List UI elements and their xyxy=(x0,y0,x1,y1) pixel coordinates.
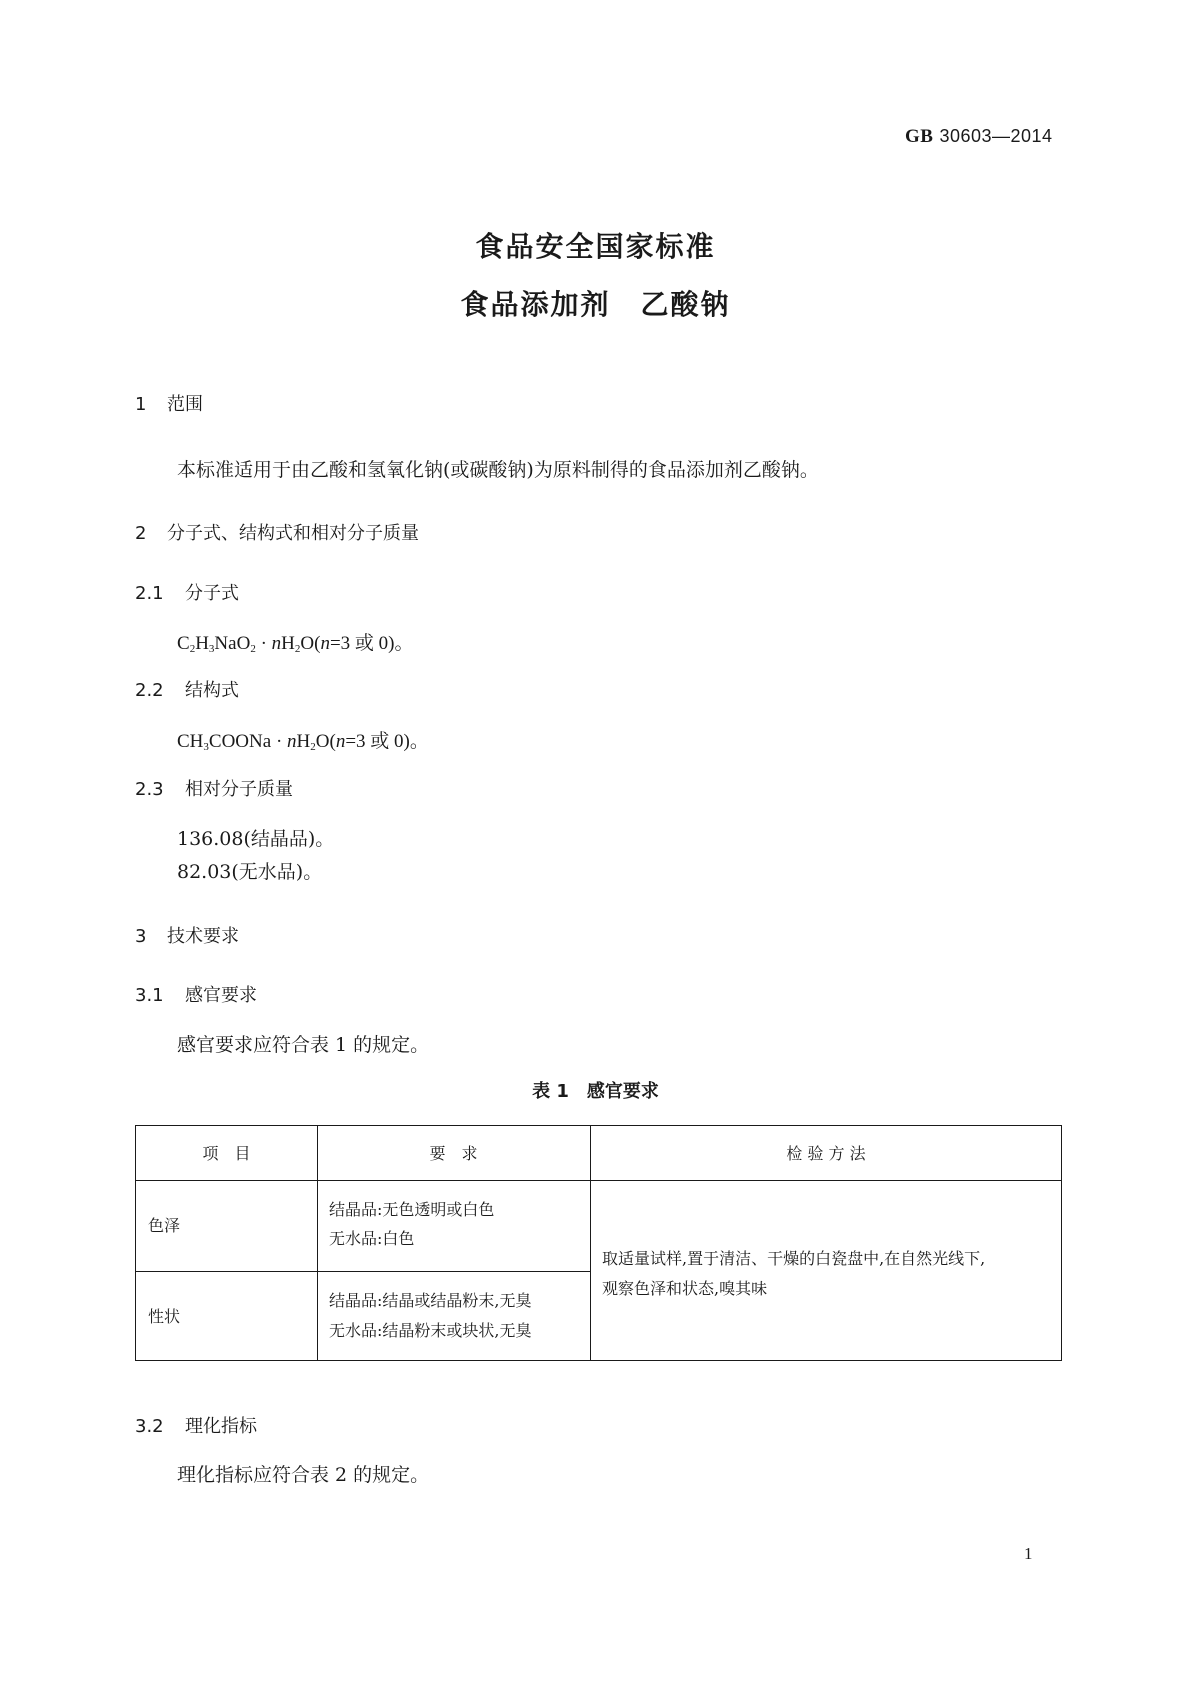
molecular-mass-anhydrous: 82.03(无水品)。 xyxy=(177,861,323,883)
section-2-heading xyxy=(135,519,419,545)
document-title-main: 食品安全国家标准 xyxy=(475,230,716,263)
sensory-requirements-paragraph: 感官要求应符合表 1 的规定。 xyxy=(177,1034,430,1056)
section-number: 2.1 xyxy=(135,583,164,604)
section-2-2-heading xyxy=(135,676,239,702)
section-title: 分子式、结构式和相对分子质量 xyxy=(167,523,419,544)
section-title: 理化指标 xyxy=(185,1416,257,1437)
section-number: 3 xyxy=(135,926,147,947)
section-1-heading xyxy=(135,390,203,416)
section-number: 3.2 xyxy=(135,1416,164,1437)
molecular-formula: $C_2H_3NaO_2 \cdot nH_2O(n=3$ 或 0)。 xyxy=(177,633,414,655)
page-number: 1 xyxy=(1024,1544,1033,1563)
section-title: 分子式 xyxy=(185,583,239,604)
section-number: 2 xyxy=(135,523,147,544)
scope-paragraph: 本标准适用于由乙酸和氢氧化钠(或碳酸钠)为原料制得的食品添加剂乙酸钠。 xyxy=(177,459,819,481)
table-cell-req-form-2: 无水品:结晶粉末或块状,无臭 xyxy=(329,1321,532,1340)
section-number: 1 xyxy=(135,394,147,415)
standard-prefix: GB xyxy=(905,126,934,147)
table-cell-req-color-2: 无水品:白色 xyxy=(329,1229,415,1248)
molecular-mass-crystal: 136.08(结晶品)。 xyxy=(177,828,335,850)
section-2-1-heading xyxy=(135,579,239,605)
section-number: 3.1 xyxy=(135,985,164,1006)
section-number: 2.2 xyxy=(135,680,164,701)
table-cell-req-form-1: 结晶品:结晶或结晶粉末,无臭 xyxy=(329,1291,532,1310)
table-divider xyxy=(136,1271,590,1272)
section-number: 2.3 xyxy=(135,779,164,800)
standard-code xyxy=(905,126,1053,148)
section-2-3-heading xyxy=(135,775,293,801)
table-header-requirement: 要 求 xyxy=(429,1144,478,1163)
sensory-requirements-table xyxy=(135,1125,1062,1361)
physicochemical-paragraph: 理化指标应符合表 2 的规定。 xyxy=(177,1464,430,1486)
section-title: 结构式 xyxy=(185,680,239,701)
section-title: 技术要求 xyxy=(167,926,239,947)
table-cell-item-color: 色泽 xyxy=(148,1216,181,1235)
section-3-heading xyxy=(135,922,239,948)
table-cell-item-form: 性状 xyxy=(148,1307,181,1326)
table-cell-method-line-2: 观察色泽和状态,嗅其味 xyxy=(602,1279,768,1298)
structural-formula: $CH_3COONa \cdot nH_2O(n=3$ 或 0)。 xyxy=(177,731,429,753)
section-title: 感官要求 xyxy=(185,985,257,1006)
standard-number: 30603—2014 xyxy=(939,126,1053,146)
section-3-1-heading xyxy=(135,981,257,1007)
document-title-sub: 食品添加剂 乙酸钠 xyxy=(460,288,731,321)
table-header-item: 项 目 xyxy=(202,1144,251,1163)
table-cell-method-line-1: 取适量试样,置于清洁、干燥的白瓷盘中,在自然光线下, xyxy=(602,1249,986,1268)
table-cell-req-color-1: 结晶品:无色透明或白色 xyxy=(329,1200,495,1219)
section-title: 相对分子质量 xyxy=(185,779,293,800)
table-divider xyxy=(136,1180,1061,1181)
section-3-2-heading xyxy=(135,1412,257,1438)
section-title: 范围 xyxy=(167,394,203,415)
table-header-method: 检 验 方 法 xyxy=(786,1144,866,1163)
table-1-caption: 表 1 感官要求 xyxy=(532,1081,659,1102)
